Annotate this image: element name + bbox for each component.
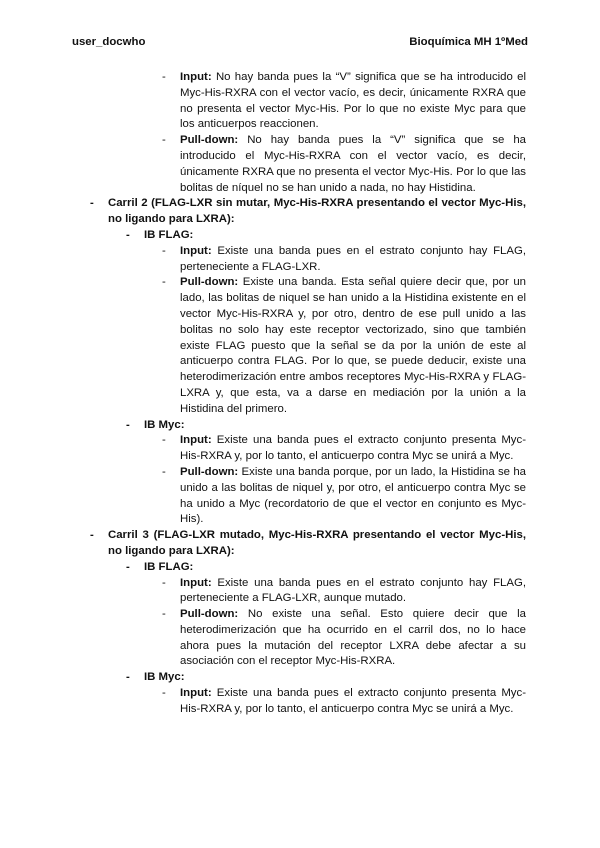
subsection-c2-ib-flag: - IB FLAG: — [126, 228, 194, 241]
text-pulldown: Existe una banda porque, por un lado, la Histidina se ha unido a las bolitas de niquel y, por otro, el anticuerpo contra Myc se ha unido a Myc (recordatorio de que el vector en conjunto es Myc-His). — [180, 465, 526, 526]
header-course: Bioquímica MH 1ºMed — [409, 36, 528, 48]
list-item-c2-flag-input: - Input: Existe una banda pues en el estrato conjunto hay FLAG, perteneciente a FLAG-LXR. — [162, 244, 526, 273]
list-item-c2-myc-pulldown: - Pull-down: Existe una banda porque, por un lado, la Histidina se ha unido a las bolitas de niquel y, por otro, el anticuerpo contra Myc se ha unido a Myc (recordatorio de que el vector en conjunto es Myc-His). — [162, 465, 526, 526]
text-input: Existe una banda pues en el estrato conjunto hay FLAG, perteneciente a FLAG-LXR. — [180, 244, 526, 273]
list-item-c1-pulldown: - Pull-down: No hay banda pues la “V” significa que se ha introducido el Myc-His-RXRA con el vector vacío, es decir, únicamente RXRA que no presenta el vector Myc-His. Por lo que las bolitas de níquel no se han unido a nada, no hay Histidina. — [162, 134, 526, 194]
document-body — [0, 70, 600, 718]
subsection-c3-ib-flag: - IB FLAG: — [126, 560, 194, 573]
label-pulldown: Pull-down: — [180, 465, 239, 478]
label-input: Input: — [180, 244, 212, 257]
label-input: Input: — [180, 576, 212, 589]
label-pulldown: Pull-down: — [180, 134, 239, 147]
text-input: No hay banda pues la “V” significa que se ha introducido el Myc-His-RXRA con el vector vacío, es decir, únicamente RXRA que no presenta el vector Myc-His. Por lo que no existe Myc para que los anticuerpos reaccionen. — [180, 71, 527, 131]
list-item-c3-flag-input: - Input: Existe una banda pues en el estrato conjunto hay FLAG, perteneciente a FLAG-LXR, aunque mutado. — [162, 576, 526, 605]
label-pulldown: Pull-down: — [180, 608, 239, 621]
label-pulldown: Pull-down: — [180, 276, 239, 289]
label-input: Input: — [180, 71, 212, 83]
section-title-carril-3: - Carril 3 (FLAG-LXR mutado, Myc-His-RXRA presentando el vector Myc-His, no ligando para LXRA): — [90, 529, 526, 557]
subsection-c2-ib-myc: - IB Myc: — [126, 418, 185, 431]
text-pulldown: Existe una banda. Esta señal quiere decir que, por un lado, las bolitas de niquel se han unido a la Histidina existente en el vector Myc-His-RXRA y, por otro, dentro de ese pull unido a las bolitas no solo hay este receptor vectorizado, sino que también existe FLAG puesto que la señal se da por la unión de este al anticuerpo contra FLAG. Por lo que, se puede deducir, existe una heterodimerización entre ambos receptores Myc-His-RXRA y FLAG-LXRA y, que esta, va a darse en mediación por la unión a la Histidina del primero. — [180, 276, 526, 415]
list-item-c2-flag-pulldown: - Pull-down: Existe una banda. Esta señal quiere decir que, por un lado, las bolitas de niquel se han unido a la Histidina existente en el vector Myc-His-RXRA y, por otro, dentro de ese pull unido a las bolitas no solo hay este receptor vectorizado, sino que también existe FLAG puesto que la señal se da por la unión de este al anticuerpo contra FLAG. Por lo que, se puede deducir, existe una heterodimerización entre ambos receptores Myc-His-RXRA y FLAG-LXRA y, que esta, va a darse en mediación por la unión a la Histidina del primero. — [162, 276, 526, 415]
text-pulldown: No hay banda pues la “V” significa que se ha introducido el Myc-His-RXRA con el vector vacío, es decir, únicamente RXRA que no presenta el vector Myc-His. Por lo que las bolitas de níquel no se han unido a nada, no hay Histidina. — [180, 134, 526, 194]
section-title-carril-2: - Carril 2 (FLAG-LXR sin mutar, Myc-His-RXRA presentando el vector Myc-His, no ligando para LXRA): — [90, 197, 526, 226]
text-input: Existe una banda pues el extracto conjunto presenta Myc-His-RXRA y, por lo tanto, el anticuerpo contra Myc se unirá a Myc. — [180, 434, 526, 463]
list-item-c3-flag-pulldown: - Pull-down: No existe una señal. Esto quiere decir que la heterodimerización que ha ocurrido en el carril dos, no lo hace ahora pues la mutación del receptor LXRA debe afectar a su asociación con el receptor Myc-His-RXRA. — [162, 608, 526, 668]
list-item-c2-myc-input: - Input: Existe una banda pues el extracto conjunto presenta Myc-His-RXRA y, por lo tanto, el anticuerpo contra Myc se unirá a Myc. — [162, 434, 526, 463]
text-pulldown: No existe una señal. Esto quiere decir que la heterodimerización que ha ocurrido en el carril dos, no lo hace ahora pues la mutación del receptor LXRA debe afectar a su asociación con el receptor Myc-His-RXRA. — [180, 608, 526, 668]
subsection-c3-ib-myc: - IB Myc: — [126, 671, 185, 684]
text-input: Existe una banda pues el extracto conjunto presenta Myc-His-RXRA y, por lo tanto, el anticuerpo contra Myc se unirá a Myc. — [180, 687, 526, 715]
list-item-c1-input: - Input: No hay banda pues la “V” significa que se ha introducido el Myc-His-RXRA con el vector vacío, es decir, únicamente RXRA que no presenta el vector Myc-His. Por lo que no existe Myc para que los anticuerpos reaccionen. — [162, 71, 527, 131]
header-author: user_docwho — [72, 36, 146, 48]
label-input: Input: — [180, 434, 212, 447]
page-header — [72, 36, 528, 48]
text-input: Existe una banda pues en el estrato conjunto hay FLAG, perteneciente a FLAG-LXR, aunque mutado. — [180, 576, 526, 605]
label-input: Input: — [180, 687, 212, 700]
list-item-c3-myc-input: - Input: Existe una banda pues el extracto conjunto presenta Myc-His-RXRA y, por lo tanto, el anticuerpo contra Myc se unirá a Myc. — [162, 687, 526, 715]
